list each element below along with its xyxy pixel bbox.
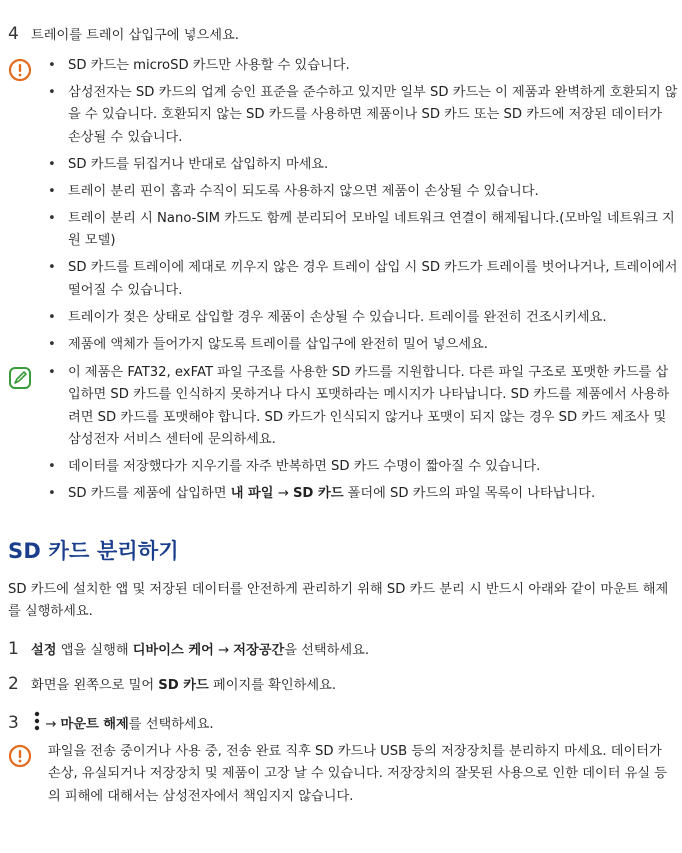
step-number: 3 (8, 713, 19, 733)
section-title: SD 카드 분리하기 (8, 539, 179, 563)
note-icon (8, 366, 32, 390)
step-number: 1 (8, 639, 19, 659)
list-item: • 트레이 분리 핀이 홈과 수직이 되도록 사용하지 않으면 제품이 손상될 수 있습니다. (46, 181, 678, 203)
note-list (46, 362, 678, 510)
list-item: • 데이터를 저장했다가 지우기를 자주 반복하면 SD 카드 수명이 짧아질 수 있습니다. (46, 456, 678, 478)
more-options-icon (33, 711, 41, 729)
final-caution-text: 파일을 전송 중이거나 사용 중, 전송 완료 직후 SD 카드나 USB 등의 저장장치를 분리하지 마세요. 데이터가 손상, 유실되거나 저장장치 및 제품이 고장 날 수 있습니다. 저장장치의 잘못된 사용으로 인한 데이터 유실 등의 피해에 대해서는 삼성전자에서 책임지지 않습니다. (48, 744, 668, 804)
list-item: • SD 카드는 microSD 카드만 사용할 수 있습니다. (46, 55, 678, 77)
menu-path-sd-card: SD 카드 (292, 486, 344, 502)
menu-path-my-files: 내 파일 (230, 486, 274, 502)
step-text: 화면을 왼쪽으로 밀어 SD 카드 페이지를 확인하세요. (31, 678, 337, 693)
step-text: → 마운트 해제를 선택하세요. (45, 717, 214, 732)
list-item: • 삼성전자는 SD 카드의 업계 승인 표준을 준수하고 있지만 일부 SD 카드는 이 제품과 완벽하게 호환되지 않을 수 있습니다. 호환되지 않는 SD 카드를 사용하면 제품이나 SD 카드 또는 SD 카드에 저장된 데이터가 손상될 수 있습니다. (46, 82, 678, 149)
list-item: • 제품에 액체가 들어가지 않도록 트레이를 삽입구에 완전히 밀어 넣으세요. (46, 334, 678, 356)
caution-list (46, 55, 678, 361)
step-4 (8, 23, 239, 47)
step-number: 2 (8, 674, 19, 694)
caution-icon (8, 58, 32, 82)
step-text: 설정 앱을 실행해 디바이스 케어 → 저장공간을 선택하세요. (31, 643, 370, 658)
caution-icon (8, 744, 32, 768)
list-item: • 트레이가 젖은 상태로 삽입할 경우 제품이 손상될 수 있습니다. 트레이를 완전히 건조시키세요. (46, 307, 678, 329)
list-item: • SD 카드를 제품에 삽입하면 내 파일 → SD 카드 폴더에 SD 카드의 파일 목록이 나타납니다. (46, 483, 678, 505)
step-3 (8, 711, 214, 736)
step-text: 트레이를 트레이 삽입구에 넣으세요. (31, 28, 239, 43)
list-item: • 트레이 분리 시 Nano-SIM 카드도 함께 분리되어 모바일 네트워크 연결이 해제됩니다.(모바일 네트워크 지원 모델) (46, 208, 678, 253)
list-item: • SD 카드를 뒤집거나 반대로 삽입하지 마세요. (46, 154, 678, 176)
section-intro: SD 카드에 설치한 앱 및 저장된 데이터를 안전하게 관리하기 위해 SD 카드 분리 시 반드시 아래와 같이 마운트 해제를 실행하세요. (8, 582, 669, 620)
list-item: • SD 카드를 트레이에 제대로 끼우지 않은 경우 트레이 삽입 시 SD 카드가 트레이를 벗어나거나, 트레이에서 떨어질 수 있습니다. (46, 257, 678, 302)
step-1 (8, 638, 369, 662)
step-number: 4 (8, 24, 19, 44)
step-2 (8, 673, 336, 697)
list-item: • 이 제품은 FAT32, exFAT 파일 구조를 사용한 SD 카드를 지원합니다. 다른 파일 구조로 포맷한 카드를 삽입하면 SD 카드를 인식하지 못하거나 다시 포맷하라는 메시지가 나타납니다. SD 카드를 제품에서 사용하려면 SD 카드를 포맷해야 합니다. SD 카드가 인식되지 않거나 포맷이 되지 않는 경우 SD 카드 제조사 및 삼성전자 서비스 센터에 문의하세요. (46, 362, 678, 452)
